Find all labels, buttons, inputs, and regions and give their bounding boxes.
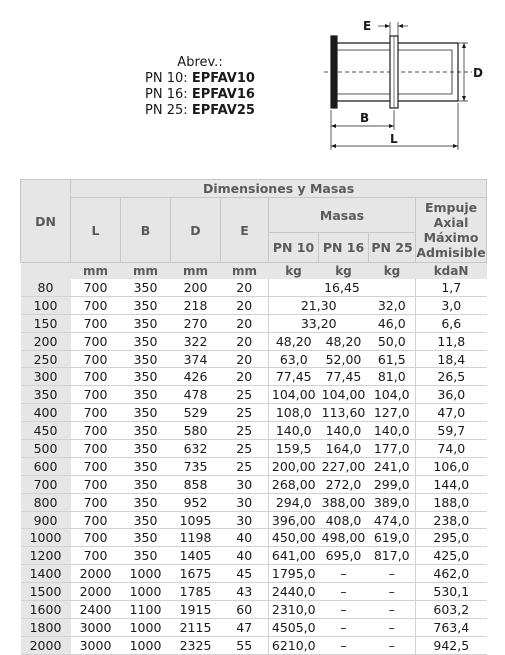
cell-empuje: 59,7	[416, 422, 487, 440]
cell-pn25: 127,0	[369, 404, 416, 422]
cell-dn: 400	[21, 404, 71, 422]
cell-pn25: 241,0	[369, 457, 416, 475]
cell-dn: 250	[21, 350, 71, 368]
cell-d: 2325	[171, 636, 221, 654]
cell-dn: 300	[21, 368, 71, 386]
cell-l: 700	[71, 386, 121, 404]
col-header-l: L	[71, 198, 121, 263]
cell-empuje: 144,0	[416, 475, 487, 493]
cell-pn25: 474,0	[369, 511, 416, 529]
cell-e: 60	[221, 601, 269, 619]
cell-dn: 1800	[21, 618, 71, 636]
cell-pn10: 6210,0	[269, 636, 319, 654]
cell-empuje: 6,6	[416, 314, 487, 332]
cell-l: 700	[71, 350, 121, 368]
cell-l: 3000	[71, 618, 121, 636]
cell-d: 2115	[171, 618, 221, 636]
table-row	[21, 493, 487, 511]
cell-dn: 500	[21, 440, 71, 458]
cell-dn: 80	[21, 279, 71, 296]
cell-dn: 900	[21, 511, 71, 529]
cell-d: 1095	[171, 511, 221, 529]
table-row	[21, 279, 487, 296]
dim-label-b: B	[360, 111, 370, 125]
cell-pn25: –	[369, 601, 416, 619]
table-row	[21, 547, 487, 565]
cell-e: 25	[221, 386, 269, 404]
cell-empuje: 942,5	[416, 636, 487, 654]
cell-empuje: 188,0	[416, 493, 487, 511]
cell-b: 350	[121, 350, 171, 368]
cell-d: 952	[171, 493, 221, 511]
cell-pn25: –	[369, 636, 416, 654]
cell-pn16: 227,00	[319, 457, 369, 475]
cell-l: 700	[71, 511, 121, 529]
col-header-pn16: PN 16	[319, 233, 369, 263]
header-group-dimensions: Dimensiones y Masas	[71, 180, 487, 198]
cell-dn: 2000	[21, 636, 71, 654]
cell-b: 350	[121, 422, 171, 440]
cell-empuje: 530,1	[416, 583, 487, 601]
cell-pn25: 46,0	[369, 314, 416, 332]
cell-pn10: 396,00	[269, 511, 319, 529]
cell-e: 30	[221, 475, 269, 493]
cell-pn10-pn16: 33,20	[269, 314, 369, 332]
cell-l: 700	[71, 457, 121, 475]
cell-empuje: 1,7	[416, 279, 487, 296]
cell-pn16: 140,0	[319, 422, 369, 440]
cell-empuje: 603,2	[416, 601, 487, 619]
cell-l: 700	[71, 422, 121, 440]
cell-b: 350	[121, 440, 171, 458]
table-row	[21, 404, 487, 422]
cell-d: 1198	[171, 529, 221, 547]
table-row	[21, 511, 487, 529]
cell-e: 25	[221, 404, 269, 422]
cell-e: 43	[221, 583, 269, 601]
cell-e: 20	[221, 296, 269, 314]
cell-pn25: 104,0	[369, 386, 416, 404]
cell-b: 350	[121, 332, 171, 350]
unit-b: mm	[121, 263, 171, 280]
cell-pn25: –	[369, 565, 416, 583]
cell-l: 3000	[71, 636, 121, 654]
cell-pn10: 450,00	[269, 529, 319, 547]
cell-b: 350	[121, 404, 171, 422]
cell-pn25: 299,0	[369, 475, 416, 493]
cell-dn: 1500	[21, 583, 71, 601]
cell-e: 30	[221, 511, 269, 529]
dim-label-e: E	[363, 19, 372, 33]
cell-b: 350	[121, 386, 171, 404]
cell-empuje: 763,4	[416, 618, 487, 636]
table-row	[21, 368, 487, 386]
cell-l: 700	[71, 547, 121, 565]
cell-b: 350	[121, 547, 171, 565]
table-row	[21, 618, 487, 636]
unit-pn25: kg	[369, 263, 416, 280]
table-row	[21, 332, 487, 350]
cell-pn10-pn16: 21,30	[269, 296, 369, 314]
cell-l: 2400	[71, 601, 121, 619]
unit-empuje: kdaN	[416, 263, 487, 280]
cell-pn25: 32,0	[369, 296, 416, 314]
cell-pn16: 164,0	[319, 440, 369, 458]
cell-empuje: 238,0	[416, 511, 487, 529]
cell-d: 529	[171, 404, 221, 422]
cell-e: 45	[221, 565, 269, 583]
cell-pn16: –	[319, 601, 369, 619]
cell-pn10: 200,00	[269, 457, 319, 475]
cell-pn25: 177,0	[369, 440, 416, 458]
cell-empuje: 106,0	[416, 457, 487, 475]
cell-d: 1785	[171, 583, 221, 601]
cell-empuje: 3,0	[416, 296, 487, 314]
cell-d: 580	[171, 422, 221, 440]
table-row	[21, 565, 487, 583]
table-row	[21, 422, 487, 440]
cell-pn25: 61,5	[369, 350, 416, 368]
cell-dn: 1200	[21, 547, 71, 565]
cell-pn16: 77,45	[319, 368, 369, 386]
cell-d: 735	[171, 457, 221, 475]
cell-pn10: 77,45	[269, 368, 319, 386]
cell-pn16: 48,20	[319, 332, 369, 350]
cell-l: 700	[71, 314, 121, 332]
col-header-b: B	[121, 198, 171, 263]
table-row	[21, 296, 487, 314]
cell-pn10: 108,0	[269, 404, 319, 422]
cell-l: 2000	[71, 565, 121, 583]
cell-dn: 1000	[21, 529, 71, 547]
cell-l: 2000	[71, 583, 121, 601]
cell-masas: 16,45	[269, 279, 416, 296]
cell-pn16: –	[319, 636, 369, 654]
cell-pn10: 159,5	[269, 440, 319, 458]
header-group-masas: Masas	[269, 198, 416, 233]
cell-b: 350	[121, 457, 171, 475]
cell-dn: 1600	[21, 601, 71, 619]
table-row	[21, 601, 487, 619]
cell-pn10: 641,00	[269, 547, 319, 565]
abbreviations-legend	[120, 55, 280, 119]
cell-e: 25	[221, 440, 269, 458]
cell-l: 700	[71, 368, 121, 386]
cell-pn25: 50,0	[369, 332, 416, 350]
cell-dn: 450	[21, 422, 71, 440]
cell-b: 350	[121, 529, 171, 547]
cell-pn10: 48,20	[269, 332, 319, 350]
cell-e: 20	[221, 332, 269, 350]
cell-d: 478	[171, 386, 221, 404]
cell-pn25: 389,0	[369, 493, 416, 511]
cell-e: 25	[221, 422, 269, 440]
cell-pn16: 52,00	[319, 350, 369, 368]
col-header-d: D	[171, 198, 221, 263]
cell-b: 1000	[121, 583, 171, 601]
cell-empuje: 462,0	[416, 565, 487, 583]
cell-l: 700	[71, 493, 121, 511]
cell-pn16: 408,0	[319, 511, 369, 529]
cell-b: 350	[121, 493, 171, 511]
cell-e: 20	[221, 368, 269, 386]
dim-label-l: L	[390, 132, 398, 146]
table-row	[21, 386, 487, 404]
cell-l: 700	[71, 279, 121, 296]
unit-pn10: kg	[269, 263, 319, 280]
cell-pn10: 4505,0	[269, 618, 319, 636]
cell-empuje: 18,4	[416, 350, 487, 368]
cell-pn16: –	[319, 583, 369, 601]
cell-d: 632	[171, 440, 221, 458]
cell-pn16: –	[319, 565, 369, 583]
cell-pn10: 140,0	[269, 422, 319, 440]
cell-pn16: 104,00	[319, 386, 369, 404]
cell-dn: 350	[21, 386, 71, 404]
cell-d: 1915	[171, 601, 221, 619]
abbrev-line-pn10: PN 10: EPFAV10	[145, 71, 255, 86]
cell-pn25: 817,0	[369, 547, 416, 565]
cell-pn16: 695,0	[319, 547, 369, 565]
table-row	[21, 475, 487, 493]
dimensions-table	[20, 179, 487, 655]
cell-dn: 150	[21, 314, 71, 332]
cell-pn25: –	[369, 583, 416, 601]
abbrev-line-pn25: PN 25: EPFAV25	[145, 103, 255, 118]
cell-pn25: 140,0	[369, 422, 416, 440]
cell-pn10: 268,00	[269, 475, 319, 493]
table-row	[21, 440, 487, 458]
col-header-pn10: PN 10	[269, 233, 319, 263]
unit-d: mm	[171, 263, 221, 280]
cell-pn25: –	[369, 618, 416, 636]
cell-empuje: 26,5	[416, 368, 487, 386]
cell-e: 55	[221, 636, 269, 654]
cell-dn: 200	[21, 332, 71, 350]
cell-e: 20	[221, 279, 269, 296]
cell-pn10: 1795,0	[269, 565, 319, 583]
cell-l: 700	[71, 440, 121, 458]
cell-empuje: 74,0	[416, 440, 487, 458]
cell-e: 20	[221, 314, 269, 332]
cell-empuje: 11,8	[416, 332, 487, 350]
cell-d: 858	[171, 475, 221, 493]
units-spacer	[21, 263, 71, 280]
cell-d: 1675	[171, 565, 221, 583]
col-header-pn25: PN 25	[369, 233, 416, 263]
col-header-empuje: Empuje Axial Máximo Admisible	[416, 198, 487, 263]
cell-pn16: –	[319, 618, 369, 636]
cell-b: 1000	[121, 618, 171, 636]
cell-b: 350	[121, 511, 171, 529]
pipe-spigot-drawing	[322, 10, 502, 158]
cell-l: 700	[71, 404, 121, 422]
unit-pn16: kg	[319, 263, 369, 280]
cell-pn25: 619,0	[369, 529, 416, 547]
cell-dn: 100	[21, 296, 71, 314]
cell-l: 700	[71, 296, 121, 314]
cell-b: 1100	[121, 601, 171, 619]
cell-pn10: 104,00	[269, 386, 319, 404]
cell-dn: 700	[21, 475, 71, 493]
cell-pn25: 81,0	[369, 368, 416, 386]
cell-empuje: 47,0	[416, 404, 487, 422]
cell-l: 700	[71, 475, 121, 493]
cell-b: 350	[121, 475, 171, 493]
cell-pn10: 2310,0	[269, 601, 319, 619]
cell-l: 700	[71, 529, 121, 547]
cell-b: 1000	[121, 565, 171, 583]
cell-pn16: 272,0	[319, 475, 369, 493]
cell-pn16: 498,00	[319, 529, 369, 547]
cell-d: 374	[171, 350, 221, 368]
table-row	[21, 314, 487, 332]
cell-pn10: 2440,0	[269, 583, 319, 601]
table-row	[21, 457, 487, 475]
cell-pn10: 63,0	[269, 350, 319, 368]
col-header-e: E	[221, 198, 269, 263]
cell-d: 1405	[171, 547, 221, 565]
abbrev-line-pn16: PN 16: EPFAV16	[145, 87, 255, 102]
cell-e: 47	[221, 618, 269, 636]
cell-empuje: 425,0	[416, 547, 487, 565]
dim-label-d: D	[473, 66, 483, 80]
cell-dn: 1400	[21, 565, 71, 583]
cell-dn: 800	[21, 493, 71, 511]
cell-empuje: 36,0	[416, 386, 487, 404]
table-body	[21, 279, 487, 654]
cell-b: 350	[121, 368, 171, 386]
unit-l: mm	[71, 263, 121, 280]
cell-dn: 600	[21, 457, 71, 475]
cell-d: 200	[171, 279, 221, 296]
table-row	[21, 583, 487, 601]
table-row	[21, 350, 487, 368]
cell-pn10: 294,0	[269, 493, 319, 511]
cell-pn16: 113,60	[319, 404, 369, 422]
cell-b: 350	[121, 296, 171, 314]
cell-empuje: 295,0	[416, 529, 487, 547]
cell-l: 700	[71, 332, 121, 350]
cell-b: 1000	[121, 636, 171, 654]
cell-b: 350	[121, 279, 171, 296]
table-row	[21, 529, 487, 547]
cell-d: 322	[171, 332, 221, 350]
cell-b: 350	[121, 314, 171, 332]
cell-pn16: 388,00	[319, 493, 369, 511]
abbreviations-title: Abrev.:	[177, 55, 223, 70]
col-header-dn: DN	[21, 180, 71, 263]
cell-e: 20	[221, 350, 269, 368]
cell-e: 40	[221, 529, 269, 547]
cell-e: 25	[221, 457, 269, 475]
cell-e: 30	[221, 493, 269, 511]
cell-d: 270	[171, 314, 221, 332]
cell-d: 218	[171, 296, 221, 314]
unit-e: mm	[221, 263, 269, 280]
cell-d: 426	[171, 368, 221, 386]
cell-e: 40	[221, 547, 269, 565]
